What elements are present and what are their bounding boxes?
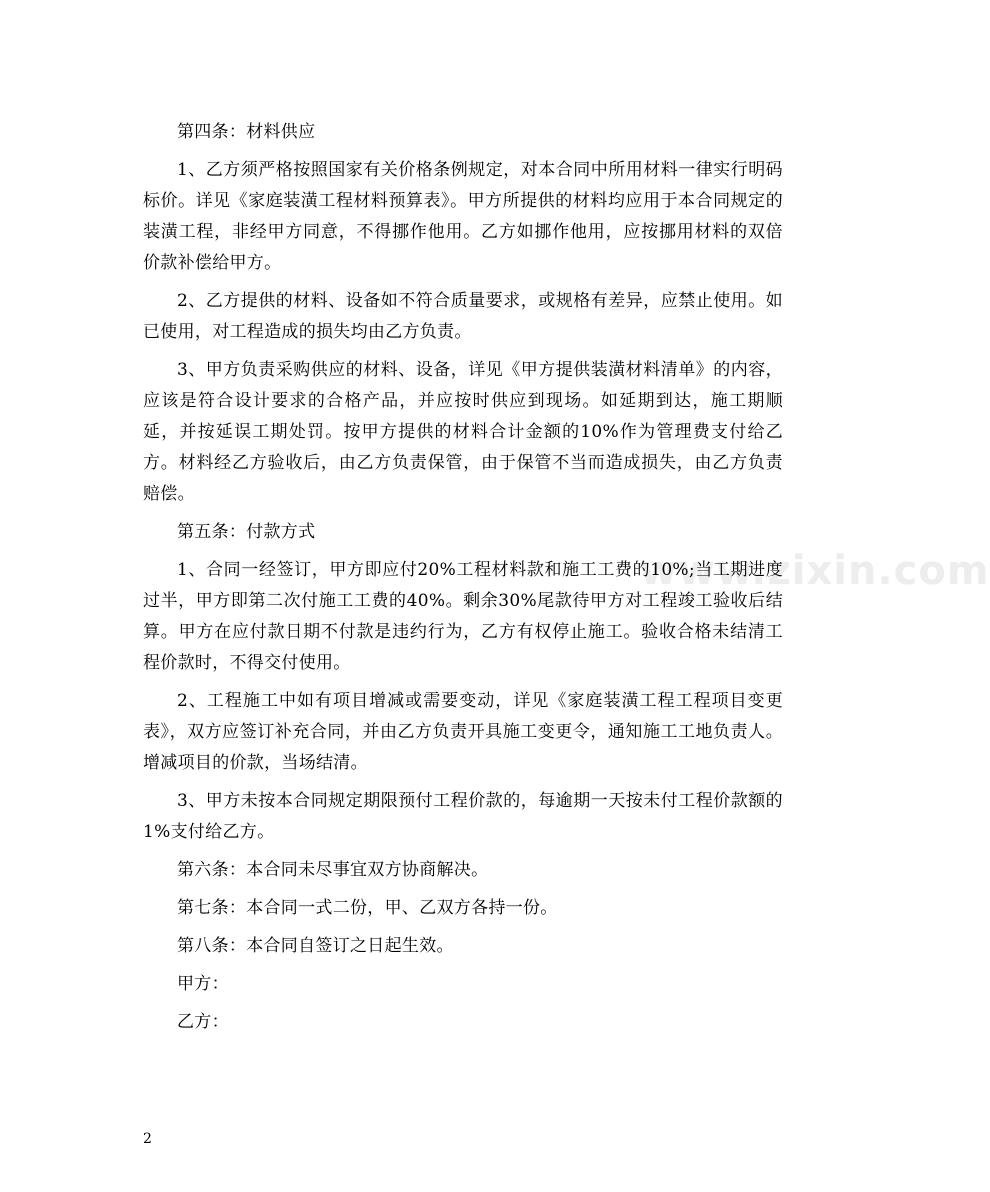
article-5-clause-3: 3、甲方未按本合同规定期限预付工程价款的，每逾期一天按未付工程价款额的1%支付给乙方。 [143,791,783,842]
article-4-clause-1: 1、乙方须严格按照国家有关价格条例规定，对本合同中所用材料一律实行明码标价。详见《家庭装潢工程材料预算表》。甲方所提供的材料均应用于本合同规定的装潢工程，非经甲方同意，不得挪作他用。乙方如挪作他用，应按挪用材料的双倍价款补偿给甲方。 [143,160,783,273]
article-5-heading: 第五条：付款方式 [177,522,316,542]
document-body [143,117,783,1045]
article-6: 第六条：本合同未尽事宜双方协商解决。 [177,860,489,880]
page-number: 2 [143,1131,152,1147]
article-4-heading: 第四条：材料供应 [177,122,316,142]
party-b-signature-line: 乙方： [177,1012,229,1032]
article-5-clause-2: 2、工程施工中如有项目增减或需要变动，详见《家庭装潢工程工程项目变更表》，双方应签订补充合同，并由乙方负责开具施工变更令，通知施工工地负责人。增减项目的价款，当场结清。 [143,691,783,773]
party-a-signature-line: 甲方： [177,974,229,994]
article-4-clause-2: 2、乙方提供的材料、设备如不符合质量要求，或规格有差异，应禁止使用。如已使用，对工程造成的损失均由乙方负责。 [143,291,783,342]
article-7: 第七条：本合同一式二份，甲、乙双方各持一份。 [177,898,558,918]
article-5-clause-1: 1、合同一经签订，甲方即应付20%工程材料款和施工工费的10%;当工期进度过半，甲方即第二次付施工工费的40%。剩余30%尾款待甲方对工程竣工验收后结算。甲方在应付款日期不付款是违约行为，乙方有权停止施工。验收合格未结清工程价款时，不得交付使用。 [143,560,783,673]
watermark: www.zixin.com [640,548,990,594]
article-8: 第八条：本合同自签订之日起生效。 [177,936,454,956]
article-4-clause-3: 3、甲方负责采购供应的材料、设备，详见《甲方提供装潢材料清单》的内容，应该是符合设计要求的合格产品，并应按时供应到现场。如延期到达，施工期顺延，并按延误工期处罚。按甲方提供的材料合计金额的10%作为管理费支付给乙方。材料经乙方验收后，由乙方负责保管，由于保管不当而造成损失，由乙方负责赔偿。 [143,360,783,504]
